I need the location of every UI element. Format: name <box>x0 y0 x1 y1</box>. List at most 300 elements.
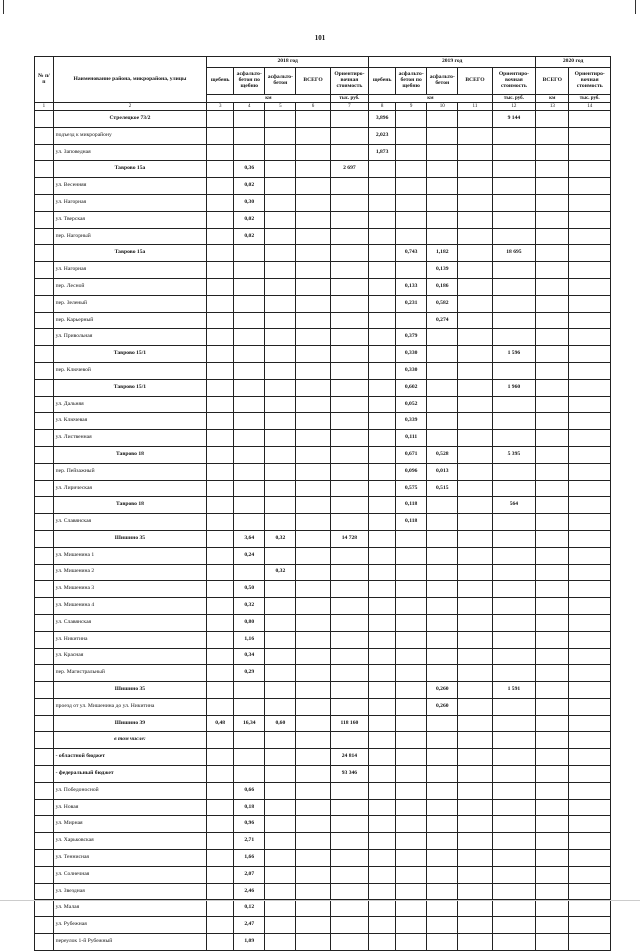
value-cell <box>458 127 492 144</box>
value-cell <box>569 665 611 682</box>
district-row <box>35 749 611 766</box>
row-number-cell <box>35 178 54 195</box>
value-cell <box>207 934 234 951</box>
value-cell: 2,47 <box>234 917 265 934</box>
value-cell <box>330 917 368 934</box>
value-cell <box>536 732 569 749</box>
value-cell <box>265 514 296 531</box>
value-cell <box>207 379 234 396</box>
name-cell: ул. Рубежная <box>53 917 207 934</box>
value-cell <box>265 396 296 413</box>
value-cell <box>207 463 234 480</box>
value-cell <box>296 228 330 245</box>
value-cell <box>207 833 234 850</box>
value-cell <box>396 782 427 799</box>
value-cell <box>569 144 611 161</box>
value-cell <box>396 665 427 682</box>
value-cell <box>492 883 536 900</box>
value-cell <box>265 598 296 615</box>
value-cell <box>396 127 427 144</box>
value-cell <box>427 396 458 413</box>
value-cell <box>458 446 492 463</box>
column-index: 13 <box>536 103 569 111</box>
value-cell <box>458 194 492 211</box>
value-cell <box>330 480 368 497</box>
value-cell: 0,32 <box>234 598 265 615</box>
row-number-cell <box>35 782 54 799</box>
row-number-cell <box>35 480 54 497</box>
row-number-cell <box>35 732 54 749</box>
value-cell <box>569 480 611 497</box>
value-cell <box>296 900 330 917</box>
subheader: ВСЕГО <box>536 68 569 95</box>
value-cell: 5 395 <box>492 446 536 463</box>
value-cell <box>427 648 458 665</box>
value-cell <box>296 413 330 430</box>
value-cell <box>536 480 569 497</box>
row-number-cell <box>35 430 54 447</box>
value-cell <box>492 278 536 295</box>
value-cell <box>458 816 492 833</box>
value-cell <box>536 262 569 279</box>
value-cell <box>369 514 396 531</box>
value-cell <box>369 799 396 816</box>
value-cell: 0,582 <box>427 295 458 312</box>
value-cell <box>536 698 569 715</box>
table-body <box>35 111 611 951</box>
value-cell <box>536 547 569 564</box>
value-cell <box>207 497 234 514</box>
value-cell <box>369 430 396 447</box>
value-cell: 0,12 <box>234 900 265 917</box>
value-cell <box>330 598 368 615</box>
value-cell <box>265 833 296 850</box>
column-index: 9 <box>396 103 427 111</box>
value-cell <box>569 127 611 144</box>
value-cell <box>458 480 492 497</box>
value-cell <box>492 782 536 799</box>
value-cell <box>207 698 234 715</box>
value-cell <box>265 194 296 211</box>
value-cell <box>207 631 234 648</box>
row-number-cell <box>35 278 54 295</box>
name-cell: ул. Привольная <box>53 329 207 346</box>
name-cell: Таврово 18 <box>53 497 207 514</box>
value-cell <box>369 463 396 480</box>
unit-label: тыс. руб. <box>569 95 611 103</box>
value-cell <box>396 799 427 816</box>
value-cell <box>492 917 536 934</box>
street-row <box>35 514 611 531</box>
scan-edge-mark <box>635 0 636 14</box>
value-cell <box>234 127 265 144</box>
value-cell <box>536 396 569 413</box>
value-cell: 0,32 <box>265 530 296 547</box>
name-cell: ул. Нагорная <box>53 194 207 211</box>
row-number-cell <box>35 883 54 900</box>
value-cell <box>396 766 427 783</box>
value-cell <box>569 111 611 128</box>
value-cell <box>427 379 458 396</box>
scan-edge-mark <box>3 0 4 14</box>
row-number-cell <box>35 346 54 363</box>
scan-bottom-edge <box>0 900 640 901</box>
value-cell <box>369 732 396 749</box>
value-cell <box>207 480 234 497</box>
value-cell <box>458 379 492 396</box>
value-cell <box>207 245 234 262</box>
row-number-cell <box>35 262 54 279</box>
value-cell <box>265 413 296 430</box>
value-cell <box>296 346 330 363</box>
name-cell: пер. Зеленый <box>53 295 207 312</box>
value-cell <box>569 900 611 917</box>
value-cell <box>369 934 396 951</box>
value-cell: 1,873 <box>369 144 396 161</box>
value-cell <box>296 211 330 228</box>
street-row <box>35 883 611 900</box>
value-cell <box>265 900 296 917</box>
name-cell: Шишино 35 <box>53 682 207 699</box>
value-cell <box>265 866 296 883</box>
value-cell <box>427 715 458 732</box>
value-cell <box>458 514 492 531</box>
value-cell <box>234 732 265 749</box>
value-cell <box>265 144 296 161</box>
value-cell <box>296 749 330 766</box>
year-2018-header: 2018 год <box>207 57 369 68</box>
value-cell <box>296 379 330 396</box>
value-cell <box>427 413 458 430</box>
col-name-header: Наименование района, микрорайона, улицы <box>53 57 207 103</box>
value-cell <box>234 312 265 329</box>
value-cell <box>296 665 330 682</box>
value-cell <box>296 934 330 951</box>
value-cell <box>427 211 458 228</box>
value-cell <box>569 698 611 715</box>
street-row <box>35 178 611 195</box>
value-cell <box>492 480 536 497</box>
value-cell <box>536 312 569 329</box>
value-cell <box>207 178 234 195</box>
value-cell <box>569 799 611 816</box>
value-cell <box>369 682 396 699</box>
value-cell <box>369 665 396 682</box>
value-cell <box>396 547 427 564</box>
value-cell <box>569 346 611 363</box>
value-cell <box>369 850 396 867</box>
value-cell <box>296 782 330 799</box>
street-row <box>35 362 611 379</box>
street-row <box>35 211 611 228</box>
row-number-cell <box>35 530 54 547</box>
row-number-cell <box>35 245 54 262</box>
district-row <box>35 379 611 396</box>
value-cell <box>207 530 234 547</box>
value-cell <box>207 329 234 346</box>
value-cell <box>369 648 396 665</box>
district-row <box>35 497 611 514</box>
value-cell <box>234 295 265 312</box>
value-cell <box>458 833 492 850</box>
value-cell <box>569 211 611 228</box>
value-cell <box>492 211 536 228</box>
value-cell <box>330 631 368 648</box>
value-cell <box>458 682 492 699</box>
value-cell <box>536 127 569 144</box>
value-cell: 1 960 <box>492 379 536 396</box>
row-number-cell <box>35 379 54 396</box>
value-cell <box>207 111 234 128</box>
value-cell <box>569 866 611 883</box>
value-cell <box>265 178 296 195</box>
name-cell: ул. Теннисная <box>53 850 207 867</box>
district-row <box>35 732 611 749</box>
value-cell <box>536 111 569 128</box>
value-cell <box>265 614 296 631</box>
value-cell <box>330 648 368 665</box>
value-cell <box>369 161 396 178</box>
value-cell <box>330 799 368 816</box>
value-cell <box>296 631 330 648</box>
value-cell <box>265 111 296 128</box>
value-cell <box>330 514 368 531</box>
value-cell <box>536 934 569 951</box>
value-cell: 16,34 <box>234 715 265 732</box>
value-cell: 0,118 <box>396 514 427 531</box>
value-cell <box>296 581 330 598</box>
value-cell <box>536 648 569 665</box>
value-cell <box>396 262 427 279</box>
value-cell <box>330 379 368 396</box>
value-cell: 0,096 <box>396 463 427 480</box>
value-cell <box>536 866 569 883</box>
value-cell <box>458 934 492 951</box>
value-cell <box>369 698 396 715</box>
value-cell <box>569 530 611 547</box>
value-cell <box>492 329 536 346</box>
value-cell <box>536 245 569 262</box>
value-cell <box>492 816 536 833</box>
value-cell <box>330 430 368 447</box>
value-cell <box>396 598 427 615</box>
value-cell <box>234 682 265 699</box>
value-cell <box>427 782 458 799</box>
value-cell: 0,186 <box>427 278 458 295</box>
value-cell <box>207 917 234 934</box>
value-cell <box>296 614 330 631</box>
value-cell <box>427 631 458 648</box>
column-index: 10 <box>427 103 458 111</box>
value-cell <box>265 211 296 228</box>
value-cell: 0,36 <box>234 161 265 178</box>
value-cell <box>330 228 368 245</box>
row-number-cell <box>35 934 54 951</box>
value-cell <box>569 295 611 312</box>
value-cell <box>569 497 611 514</box>
value-cell <box>396 161 427 178</box>
value-cell <box>330 245 368 262</box>
unit-label: тыс. руб. <box>330 95 368 103</box>
value-cell: 0,18 <box>234 799 265 816</box>
value-cell <box>369 312 396 329</box>
value-cell <box>536 362 569 379</box>
value-cell <box>396 312 427 329</box>
value-cell: 0,80 <box>234 614 265 631</box>
value-cell <box>458 883 492 900</box>
value-cell <box>207 127 234 144</box>
subheader: асфальто-бетон <box>427 68 458 95</box>
value-cell <box>396 194 427 211</box>
name-cell: ул. Звездная <box>53 883 207 900</box>
value-cell <box>427 564 458 581</box>
street-row <box>35 547 611 564</box>
value-cell <box>330 463 368 480</box>
value-cell <box>207 228 234 245</box>
row-number-cell <box>35 329 54 346</box>
value-cell <box>207 850 234 867</box>
value-cell <box>536 782 569 799</box>
row-number-cell <box>35 161 54 178</box>
value-cell <box>369 883 396 900</box>
value-cell <box>569 682 611 699</box>
row-number-cell <box>35 648 54 665</box>
value-cell <box>427 833 458 850</box>
name-cell: ул. Нагорная <box>53 262 207 279</box>
row-number-cell <box>35 850 54 867</box>
value-cell <box>458 665 492 682</box>
value-cell <box>207 144 234 161</box>
value-cell <box>492 934 536 951</box>
row-number-cell <box>35 715 54 732</box>
value-cell <box>458 732 492 749</box>
value-cell <box>234 766 265 783</box>
street-row <box>35 329 611 346</box>
value-cell <box>369 379 396 396</box>
name-cell: Таврово 15/1 <box>53 379 207 396</box>
value-cell: 0,02 <box>234 178 265 195</box>
subheader: щебень <box>207 68 234 95</box>
value-cell <box>330 866 368 883</box>
street-row <box>35 430 611 447</box>
name-cell: ул. Мишенина 2 <box>53 564 207 581</box>
value-cell <box>369 598 396 615</box>
row-number-cell <box>35 581 54 598</box>
name-cell: Таврово 15/1 <box>53 346 207 363</box>
value-cell: 0,379 <box>396 329 427 346</box>
value-cell <box>458 228 492 245</box>
value-cell <box>492 362 536 379</box>
value-cell <box>207 514 234 531</box>
row-number-cell <box>35 497 54 514</box>
value-cell <box>536 665 569 682</box>
value-cell: 0,671 <box>396 446 427 463</box>
value-cell: 0,66 <box>234 782 265 799</box>
value-cell <box>369 178 396 195</box>
value-cell <box>234 698 265 715</box>
value-cell <box>296 547 330 564</box>
value-cell <box>265 497 296 514</box>
street-row <box>35 866 611 883</box>
value-cell: 0,48 <box>207 715 234 732</box>
year-2020-header: 2020 год <box>536 57 611 68</box>
value-cell <box>458 614 492 631</box>
value-cell <box>296 497 330 514</box>
value-cell: 0,30 <box>234 194 265 211</box>
value-cell: 0,02 <box>234 211 265 228</box>
value-cell <box>396 682 427 699</box>
value-cell <box>234 362 265 379</box>
row-number-cell <box>35 816 54 833</box>
value-cell: 0,575 <box>396 480 427 497</box>
value-cell: 0,29 <box>234 665 265 682</box>
value-cell <box>296 715 330 732</box>
value-cell <box>234 564 265 581</box>
value-cell <box>330 850 368 867</box>
name-cell: ул. Славянская <box>53 514 207 531</box>
value-cell <box>369 346 396 363</box>
row-number-cell <box>35 799 54 816</box>
row-number-cell <box>35 312 54 329</box>
street-row <box>35 295 611 312</box>
value-cell <box>569 178 611 195</box>
value-cell: 0,34 <box>234 648 265 665</box>
value-cell <box>569 883 611 900</box>
value-cell <box>427 530 458 547</box>
value-cell <box>569 749 611 766</box>
value-cell <box>536 917 569 934</box>
value-cell <box>536 278 569 295</box>
name-cell: ул. Дальняя <box>53 396 207 413</box>
value-cell <box>427 917 458 934</box>
value-cell <box>207 547 234 564</box>
value-cell: 2,07 <box>234 866 265 883</box>
value-cell <box>536 514 569 531</box>
value-cell <box>369 329 396 346</box>
value-cell <box>234 379 265 396</box>
value-cell <box>234 245 265 262</box>
value-cell <box>369 194 396 211</box>
value-cell <box>369 614 396 631</box>
name-cell: пер. Карьерный <box>53 312 207 329</box>
value-cell <box>330 312 368 329</box>
value-cell <box>369 816 396 833</box>
value-cell <box>569 379 611 396</box>
value-cell: 1 596 <box>492 346 536 363</box>
value-cell: 0,60 <box>265 715 296 732</box>
value-cell <box>296 917 330 934</box>
value-cell <box>265 463 296 480</box>
value-cell <box>207 614 234 631</box>
value-cell <box>458 245 492 262</box>
value-cell <box>369 228 396 245</box>
subheader: асфальто-бетон <box>265 68 296 95</box>
street-row <box>35 900 611 917</box>
name-cell: ул. Новая <box>53 799 207 816</box>
value-cell <box>536 463 569 480</box>
street-row <box>35 782 611 799</box>
street-row <box>35 665 611 682</box>
value-cell <box>234 144 265 161</box>
value-cell <box>369 564 396 581</box>
value-cell <box>536 379 569 396</box>
street-row <box>35 262 611 279</box>
value-cell <box>569 631 611 648</box>
value-cell <box>536 833 569 850</box>
value-cell <box>569 446 611 463</box>
district-row <box>35 766 611 783</box>
value-cell <box>427 161 458 178</box>
